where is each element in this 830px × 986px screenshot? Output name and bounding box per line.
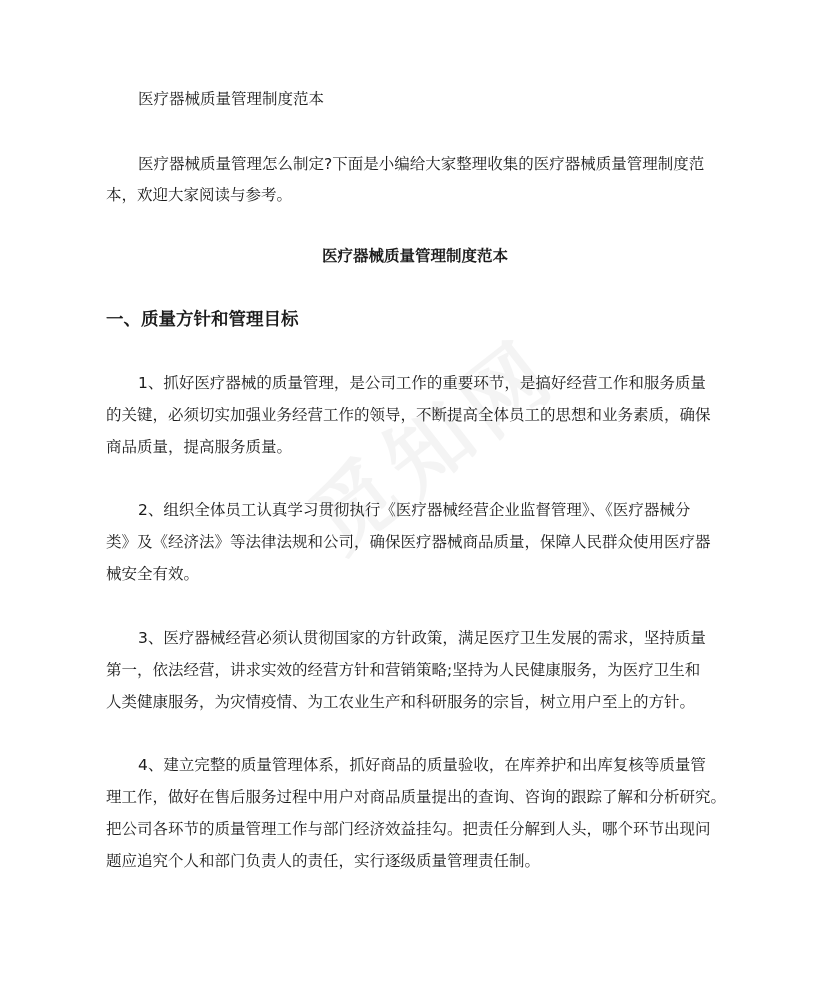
paragraph-1-line-3: 商品质量，提高服务质量。 <box>106 438 293 456</box>
paragraph-4-line-1: 4、建立完整的质量管理体系，抓好商品的质量验收，在库养护和出库复核等质量管 <box>138 756 706 774</box>
paragraph-1-line-2: 的关键，必须切实加强业务经营工作的领导，不断提高全体员工的思想和业务素质，确保 <box>106 406 711 424</box>
center-title: 医疗器械质量管理制度范本 <box>321 247 508 265</box>
paragraph-3-line-3: 人类健康服务，为灾情疫情、为工农业生产和科研服务的宗旨，树立用户至上的方针。 <box>106 693 696 711</box>
intro-line-2: 本，欢迎大家阅读与参考。 <box>106 186 293 204</box>
paragraph-1-line-1: 1、抓好医疗器械的质量管理，是公司工作的重要环节，是搞好经营工作和服务质量 <box>138 374 706 392</box>
section-heading: 一、质量方针和管理目标 <box>106 310 299 330</box>
intro-line-1: 医疗器械质量管理怎么制定?下面是小编给大家整理收集的医疗器械质量管理制度范 <box>138 155 705 173</box>
paragraph-2-line-2: 类》及《经济法》等法律法规和公司，确保医疗器械商品质量，保障人民群众使用医疗器 <box>106 533 711 551</box>
paragraph-4-line-4: 题应追究个人和部门负责人的责任，实行逐级质量管理责任制。 <box>106 852 541 870</box>
paragraph-3-line-2: 第一，依法经营，讲求实效的经营方针和营销策略;坚持为人民健康服务，为医疗卫生和 <box>106 661 701 679</box>
paragraph-4-line-2: 理工作，做好在售后服务过程中用户对商品质量提出的查询、咨询的跟踪了解和分析研究。 <box>106 788 727 806</box>
paragraph-4-line-3: 把公司各环节的质量管理工作与部门经济效益挂勾。把责任分解到人头，哪个环节出现问 <box>106 820 711 838</box>
paragraph-3-line-1: 3、医疗器械经营必须认贯彻国家的方针政策，满足医疗卫生发展的需求，坚持质量 <box>138 629 706 647</box>
paragraph-2-line-1: 2、组织全体员工认真学习贯彻执行《医疗器械经营企业监督管理》、《医疗器械分 <box>138 501 691 519</box>
document-title-line: 医疗器械质量管理制度范本 <box>138 90 325 108</box>
paragraph-2-line-3: 械安全有效。 <box>106 565 200 583</box>
